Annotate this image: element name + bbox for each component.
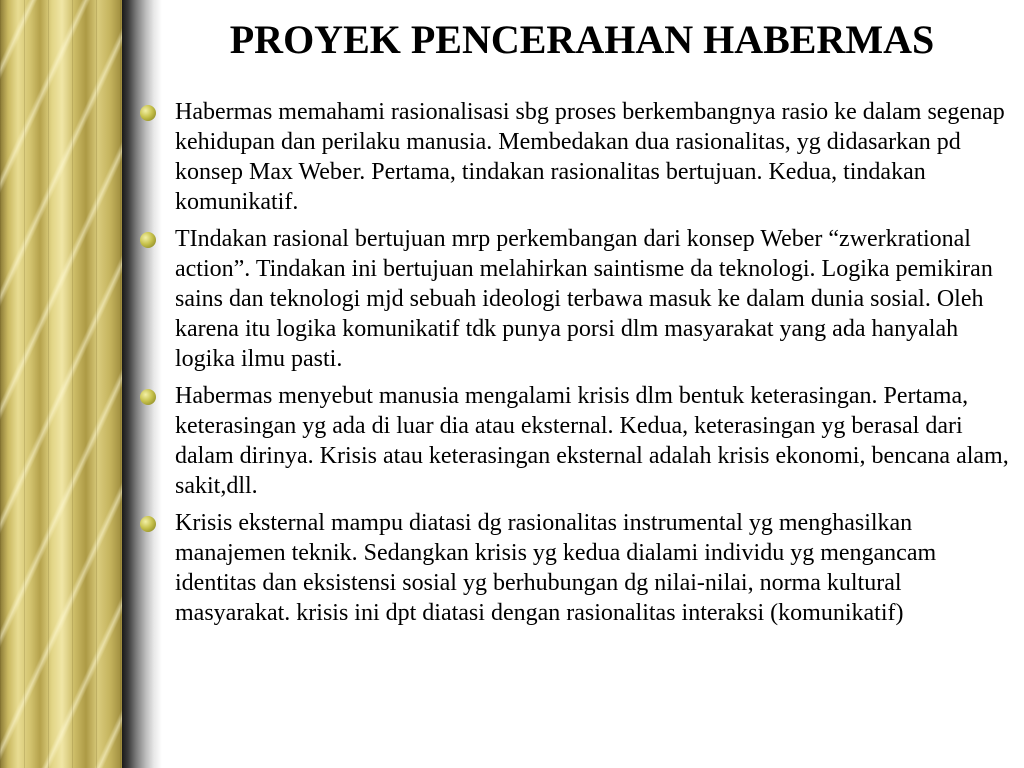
slide-title: PROYEK PENCERAHAN HABERMAS xyxy=(229,17,935,62)
bullet-dot-icon xyxy=(140,516,156,532)
bullet-dot-icon xyxy=(140,105,156,121)
bullet-dot-icon xyxy=(140,389,156,405)
bullet-item xyxy=(140,224,1010,374)
bullet-text: TIndakan rasional bertujuan mrp perkembangan dari konsep Weber “zwerkrational action”. Tindakan ini bertujuan melahirkan saintisme da teknologi. Logika pemikiran sains dan teknologi mjd sebuah ideologi terbawa masuk ke dalam dunia sosial. Oleh karena itu logika komunikatif tdk punya porsi dlm masyarakat yang ada hanyalah logika ilmu pasti. xyxy=(175,226,993,372)
bullet-text: Habermas menyebut manusia mengalami krisis dlm bentuk keterasingan. Pertama, keterasingan yg ada di luar dia atau eksternal. Kedua, keterasingan yg berasal dari dalam dirinya. Krisis atau keterasingan eksternal adalah krisis ekonomi, bencana alam, sakit,dll. xyxy=(175,383,1009,499)
bullet-text: Habermas memahami rasionalisasi sbg proses berkembangnya rasio ke dalam segenap kehidupan dan perilaku manusia. Membedakan dua rasionalitas, yg didasarkan pd konsep Max Weber. Pertama, tindakan rasionalitas bertujuan. Kedua, tindakan komunikatif. xyxy=(175,99,1005,215)
bullet-list xyxy=(140,97,1010,635)
bullet-item xyxy=(140,381,1010,501)
bullet-text: Krisis eksternal mampu diatasi dg rasionalitas instrumental yg menghasilkan manajemen teknik. Sedangkan krisis yg kedua dialami individu yg mengancam identitas dan eksistensi sosial yg berhubungan dg nilai-nilai, norma kultural masyarakat. krisis ini dpt diatasi dengan rasionalitas interaksi (komunikatif) xyxy=(175,510,937,626)
bullet-item xyxy=(140,508,1010,628)
decorative-gold-column xyxy=(0,0,122,768)
bullet-dot-icon xyxy=(140,232,156,248)
bullet-item xyxy=(140,97,1010,217)
